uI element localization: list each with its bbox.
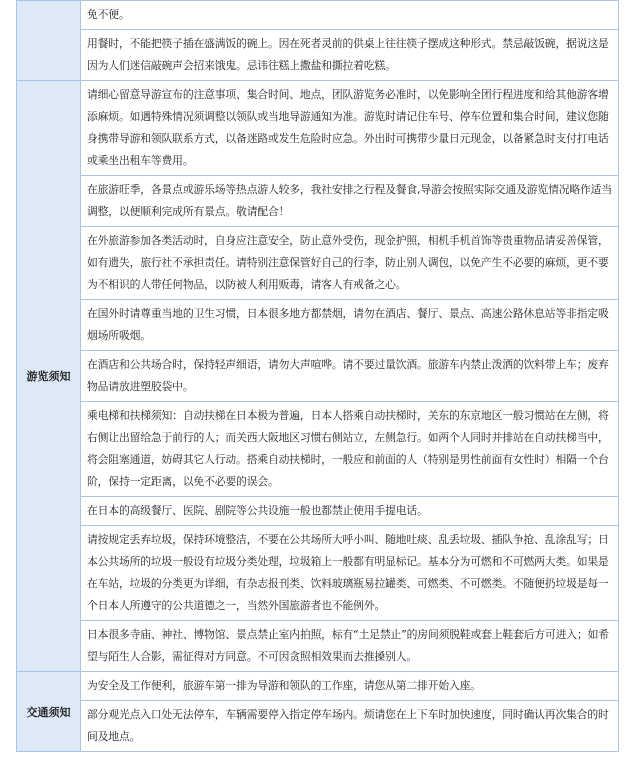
travel-notes-document: [16, 0, 618, 744]
note-item: 在酒店和公共场合时，保持轻声细语，请勿大声喧哗。请不要过量饮酒。旅游车内禁止泼洒的饮料带上车；废弃物品请放进塑胶袋中。: [81, 351, 619, 402]
table-row: [17, 672, 619, 701]
note-item: 在外旅游参加各类活动时，自身应注意安全，防止意外受伤，现金护照，相机手机首饰等贵重物品请妥善保管，如有遗失，旅行社不承担责任。请特别注意保管好自己的行李，防止别人调包，以免产生不必要的麻烦，更不要为不相识的人带任何物品，以防被人利用贩毒，请客人有戒备之心。: [81, 227, 619, 300]
table-row: [17, 81, 619, 176]
note-item: 日本很多寺庙、神社、博物馆、景点禁止室内拍照，标有“土足禁止”的房间须脱鞋或套上鞋套后方可进入；如希望与陌生人合影，需征得对方同意。不可因贪照相效果而去推搡别人。: [81, 621, 619, 672]
table-row: [17, 351, 619, 402]
section-label-sightseeing: 游览须知: [17, 81, 81, 672]
notes-table: [16, 0, 619, 752]
table-row: [17, 300, 619, 351]
note-item: 为安全及工作便利，旅游车第一排为导游和领队的工作座，请您从第二排开始入座。: [81, 672, 619, 701]
section-label-transport: 交通须知: [17, 672, 81, 752]
table-row: [17, 30, 619, 81]
note-item: 请细心留意导游宣布的注意事项、集合时间、地点，团队游览务必准时，以免影响全团行程进度和给其他游客增添麻烦。如遇特殊情况须调整以领队或当地导游通知为准。游览时请记住车号、停车位置和集合时间，建议您随身携带导游和领队联系方式，以备迷路或发生危险时应急。外出时可携带少量日元现金，以备紧急时支付打电话或乘坐出租车等费用。: [81, 81, 619, 176]
note-item: 用餐时，不能把筷子插在盛满饭的碗上。因在死者灵前的供桌上往往筷子摆成这种形式。禁忌敲饭碗，据说这是因为人们迷信敲碗声会招来饿鬼。忌讳往糕上撒盐和撕拉着吃糕。: [81, 30, 619, 81]
section-label-dining: [17, 1, 81, 81]
table-row: [17, 701, 619, 752]
note-item: 在国外时请尊重当地的卫生习惯，日本很多地方都禁烟，请勿在酒店、餐厅、景点、高速公路休息站等非指定吸烟场所吸烟。: [81, 300, 619, 351]
table-row: [17, 1, 619, 30]
note-item: 乘电梯和扶梯须知：自动扶梯在日本极为普遍，日本人搭乘自动扶梯时，关东的东京地区一般习惯站在左侧，将右侧让出留给急于前行的人；而关西大阪地区习惯右侧站立，左侧急行。如两个人同时并排站在自动扶梯当中，将会阻塞通道，妨碍其它人行动。搭乘自动扶梯时，一般应和前面的人（特别是男性前面有女性时）相隔一个台阶，保持一定距离，以免不必要的误会。: [81, 402, 619, 497]
table-row: [17, 497, 619, 526]
table-row: [17, 176, 619, 227]
table-row: [17, 621, 619, 672]
note-item: 免不便。: [81, 1, 619, 30]
note-item: 请按规定丢弃垃圾，保持环境整洁，不要在公共场所大呼小叫、随地吐痰、乱丢垃圾、插队争抢、乱涂乱写；日本公共场所的垃圾一般设有垃圾分类处理，垃圾箱上一般都有明显标记。基本分为可燃和不可燃两大类。如果是在车站，垃圾的分类更为详细，有杂志报刊类、饮料玻璃瓶易拉罐类、可燃类、不可燃类。不随便扔垃圾是每一个日本人所遵守的公共道德之一，当然外国旅游者也不能例外。: [81, 526, 619, 621]
note-item: 在日本的高级餐厅、医院、剧院等公共设施一般也都禁止使用手提电话。: [81, 497, 619, 526]
table-row: [17, 402, 619, 497]
table-row: [17, 227, 619, 300]
table-row: [17, 526, 619, 621]
note-item: 部分观光点入口处无法停车，车辆需要停入指定停车场内。烦请您在上下车时加快速度，同时确认再次集合的时间及地点。: [81, 701, 619, 752]
note-item: 在旅游旺季，各景点或游乐场等热点游人较多，我社安排之行程及餐食,导游会按照实际交通及游览情况略作适当调整，以便顺利完成所有景点。敬请配合！: [81, 176, 619, 227]
